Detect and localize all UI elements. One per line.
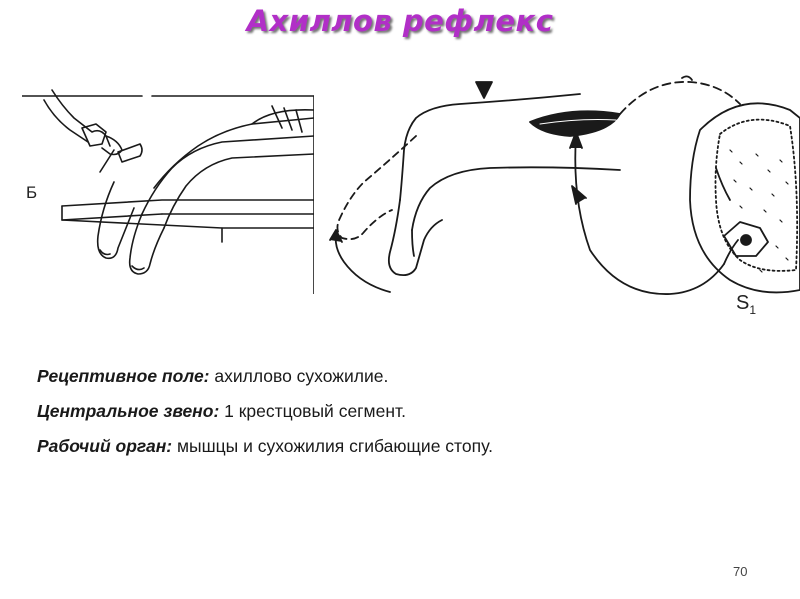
fact-effector: Рабочий орган: мышцы и сухожилия сгибающие стопу. [37,436,493,456]
segment-label: $S_1$ [736,292,757,317]
reflex-test-illustration [22,88,314,294]
slide-title: Ахиллов рефлекс [246,4,554,38]
fact-receptive-field: Рецептивное поле: ахиллово сухожилие. [37,366,389,386]
panel-letter: Б [26,183,38,202]
reflex-facts [37,366,757,471]
fact-central-link: Центральное звено: 1 крестцовый сегмент. [37,401,406,421]
page-number: 70 [733,564,748,579]
reflex-arc-diagram [320,70,800,330]
